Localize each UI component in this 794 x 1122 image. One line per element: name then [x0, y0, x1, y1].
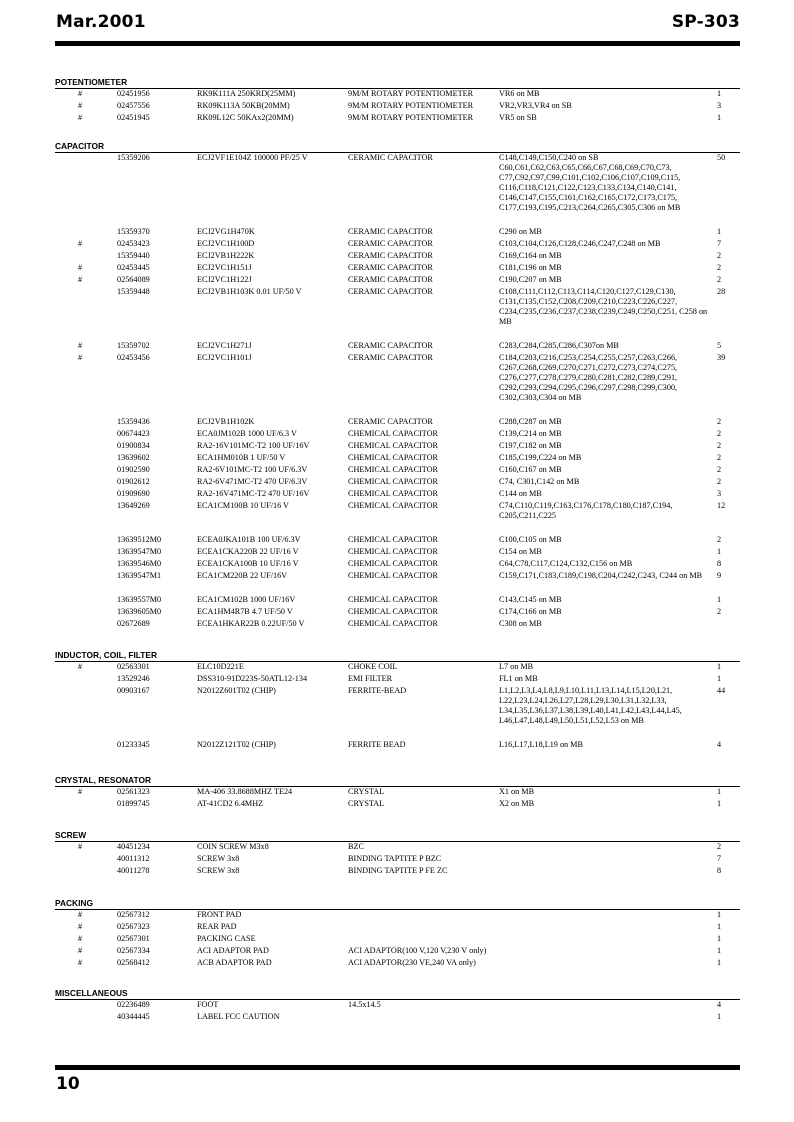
part-row	[55, 501, 740, 535]
part-row	[55, 1012, 740, 1024]
part-description: CERAMIC CAPACITOR	[348, 287, 433, 296]
part-description: CHEMICAL CAPACITOR	[348, 559, 439, 568]
part-row	[55, 740, 740, 752]
part-quantity: 2	[717, 429, 722, 438]
part-quantity: 1	[717, 787, 722, 796]
part-name: ECJ2VC1H100D	[197, 239, 255, 248]
part-location: C74,C110,C119,C163,C176,C178,C180,C187,C194, C205,C211,C225	[499, 501, 673, 520]
part-row	[55, 465, 740, 477]
section-capacitor	[55, 141, 740, 631]
part-location: C181,C196 on MB	[499, 263, 562, 272]
part-name: ECA1HM010B 1 UF/50 V	[197, 453, 286, 462]
part-row	[55, 662, 740, 674]
part-code: 01902612	[117, 477, 150, 486]
part-description: CHEMICAL CAPACITOR	[348, 477, 439, 486]
section-title: POTENTIOMETER	[55, 77, 740, 89]
part-row	[55, 934, 740, 946]
part-row	[55, 89, 740, 101]
part-row	[55, 453, 740, 465]
part-name: ECJ2VB1H103K 0.01 UF/50 V	[197, 287, 302, 296]
part-code: 15359702	[117, 341, 150, 350]
part-row	[55, 559, 740, 571]
part-code: 02453423	[117, 239, 150, 248]
part-location: C290 on MB	[499, 227, 542, 236]
part-name: SCREW 3x8	[197, 854, 240, 863]
part-code: 13639547M1	[117, 571, 162, 580]
part-quantity: 4	[717, 1000, 722, 1009]
part-quantity: 2	[717, 535, 722, 544]
part-location: X1 on MB	[499, 787, 535, 796]
part-location: C148,C149,C150,C240 on SB C60,C61,C62,C63,C65,C66,C67,C68,C69,C70,C73, C77,C92,C97,C99,C101,C102,C106,C107,C109,C115, C116,C118,C121,C122,C123,C133,C134,C140,C141, C146,C147,C155,C161,C162,C165,C172,C173,C175, C177,C193,C195,C213,C264,C265,C305,C306 on MB	[499, 153, 681, 212]
part-code: 13639512M0	[117, 535, 162, 544]
part-name: ECA1CM102B 1000 UF/16V	[197, 595, 296, 604]
part-quantity: 1	[717, 89, 722, 98]
part-quantity: 5	[717, 341, 722, 350]
part-description: BINDING TAPTITE P FE ZC	[348, 866, 448, 875]
part-description: CHOKE COIL	[348, 662, 398, 671]
part-location: VR2,VR3,VR4 on SB	[499, 101, 572, 110]
part-quantity: 4	[717, 740, 722, 749]
part-row	[55, 113, 740, 125]
part-code: 15359440	[117, 251, 150, 260]
part-location: C143,C145 on MB	[499, 595, 562, 604]
part-location: C103,C104,C126,C128,C246,C247,C248 on MB	[499, 239, 661, 248]
part-row	[55, 686, 740, 740]
part-description: CHEMICAL CAPACITOR	[348, 465, 439, 474]
part-description: CHEMICAL CAPACITOR	[348, 441, 439, 450]
part-row	[55, 1000, 740, 1012]
part-name: LABEL FCC CAUTION	[197, 1012, 280, 1021]
part-quantity: 2	[717, 417, 722, 426]
part-code: 02564089	[117, 275, 150, 284]
part-description: CERAMIC CAPACITOR	[348, 263, 433, 272]
part-description: 9M/M ROTARY POTENTIOMETER	[348, 113, 474, 122]
part-location: X2 on MB	[499, 799, 535, 808]
part-name: RA2-16V471MC-T2 470 UF/16V	[197, 489, 310, 498]
part-code: 13639602	[117, 453, 150, 462]
part-quantity: 39	[717, 353, 726, 362]
change-mark: #	[78, 341, 83, 350]
change-mark: #	[78, 842, 83, 851]
part-name: ECJ2VC1H101J	[197, 353, 252, 362]
part-code: 02568412	[117, 958, 150, 967]
part-quantity: 2	[717, 842, 722, 851]
part-name: ELC10D221E	[197, 662, 244, 671]
part-code: 40011312	[117, 854, 150, 863]
part-row	[55, 275, 740, 287]
part-quantity: 1	[717, 1012, 722, 1021]
part-name: ECEA1CKA220B 22 UF/16 V	[197, 547, 299, 556]
change-mark: #	[78, 922, 83, 931]
part-row	[55, 854, 740, 866]
part-row	[55, 547, 740, 559]
part-code: 02561323	[117, 787, 150, 796]
part-description: CERAMIC CAPACITOR	[348, 417, 433, 426]
part-row	[55, 842, 740, 854]
part-row	[55, 866, 740, 878]
part-row	[55, 619, 740, 631]
part-code: 13639605M0	[117, 607, 162, 616]
part-location: C159,C171,C183,C189,C198,C204,C242,C243, C244 on MB	[499, 571, 703, 580]
change-mark: #	[78, 89, 83, 98]
part-code: 01900834	[117, 441, 150, 450]
part-name: N2012Z121T02 (CHIP)	[197, 740, 276, 749]
part-description: 14.5x14.5	[348, 1000, 381, 1009]
part-code: 02567312	[117, 910, 150, 919]
part-name: ECA1HM4R7B 4.7 UF/50 V	[197, 607, 293, 616]
part-code: 13649269	[117, 501, 150, 510]
section-title: MISCELLANEOUS	[55, 988, 740, 1000]
part-quantity: 44	[717, 686, 726, 695]
part-description: CHEMICAL CAPACITOR	[348, 535, 439, 544]
part-code: 01233345	[117, 740, 150, 749]
part-row	[55, 571, 740, 595]
part-code: 40344445	[117, 1012, 150, 1021]
part-location: VR6 on MB	[499, 89, 540, 98]
change-mark: #	[78, 958, 83, 967]
part-location: L7 on MB	[499, 662, 534, 671]
part-description: CERAMIC CAPACITOR	[348, 239, 433, 248]
part-quantity: 2	[717, 477, 722, 486]
section-title: CAPACITOR	[55, 141, 740, 153]
part-code: 02457556	[117, 101, 150, 110]
part-row	[55, 429, 740, 441]
part-name: REAR PAD	[197, 922, 237, 931]
part-row	[55, 227, 740, 239]
part-quantity: 8	[717, 559, 722, 568]
part-code: 15359206	[117, 153, 150, 162]
part-quantity: 2	[717, 251, 722, 260]
part-code: 00903167	[117, 686, 150, 695]
change-mark: #	[78, 101, 83, 110]
part-row	[55, 101, 740, 113]
part-name: ACI ADAPTOR PAD	[197, 946, 269, 955]
part-location: L1,L2,L3,L4,L8,L9,L10,L11,L13,L14,L15,L20,L21, L22,L23,L24,L26,L27,L28,L29,L30,L31,L32,L33, L34,L35,L36,L37,L38,L39,L40,L41,L42,L43,L44,L45, L46,L47,L48,L49,L50,L51,L52,L53 on MB	[499, 686, 682, 725]
change-mark: #	[78, 275, 83, 284]
part-quantity: 7	[717, 239, 722, 248]
header-rule	[55, 41, 740, 46]
part-location: C160,C167 on MB	[499, 465, 562, 474]
part-name: SCREW 3x8	[197, 866, 240, 875]
part-quantity: 3	[717, 489, 722, 498]
part-location: C288,C287 on MB	[499, 417, 562, 426]
part-code: 00674423	[117, 429, 150, 438]
part-location: C154 on MB	[499, 547, 542, 556]
part-description: 9M/M ROTARY POTENTIOMETER	[348, 101, 474, 110]
part-row	[55, 251, 740, 263]
part-name: ECJ2VB1H102K	[197, 417, 255, 426]
part-name: COIN SCREW M3x8	[197, 842, 269, 851]
part-quantity: 2	[717, 465, 722, 474]
part-description: BZC	[348, 842, 364, 851]
part-location: C100,C105 on MB	[499, 535, 562, 544]
part-description: CHEMICAL CAPACITOR	[348, 619, 439, 628]
part-quantity: 1	[717, 674, 722, 683]
part-code: 01909690	[117, 489, 150, 498]
part-description: CHEMICAL CAPACITOR	[348, 595, 439, 604]
part-code: 15359436	[117, 417, 150, 426]
change-mark: #	[78, 113, 83, 122]
change-mark: #	[78, 263, 83, 272]
part-name: N2012Z601T02 (CHIP)	[197, 686, 276, 695]
part-name: ECJ2VC1H122J	[197, 275, 252, 284]
part-location: C185,C199,C224 on MB	[499, 453, 582, 462]
part-quantity: 8	[717, 866, 722, 875]
section-miscellaneous	[55, 988, 740, 1024]
part-quantity: 1	[717, 946, 722, 955]
part-description: FERRITE-BEAD	[348, 686, 407, 695]
page-number: 10	[56, 1074, 80, 1094]
footer-rule	[55, 1065, 740, 1070]
part-location: C308 on MB	[499, 619, 542, 628]
part-code: 02451956	[117, 89, 150, 98]
change-mark: #	[78, 910, 83, 919]
part-row	[55, 341, 740, 353]
part-code: 13529246	[117, 674, 150, 683]
part-location: VR5 on SB	[499, 113, 537, 122]
part-description: CERAMIC CAPACITOR	[348, 353, 433, 362]
part-code: 40451234	[117, 842, 150, 851]
part-description: CERAMIC CAPACITOR	[348, 153, 433, 162]
part-quantity: 3	[717, 101, 722, 110]
part-code: 02453445	[117, 263, 150, 272]
part-description: ACI ADAPTOR(100 V,120 V,230 V only)	[348, 946, 487, 955]
part-name: MA-406 33.8688MHZ TE24	[197, 787, 293, 796]
part-name: FRONT PAD	[197, 910, 242, 919]
part-name: RA2-6V101MC-T2 100 UF/6.3V	[197, 465, 308, 474]
section-potentiometer	[55, 77, 740, 125]
part-location: C190,C207 on MB	[499, 275, 562, 284]
section-screw	[55, 830, 740, 878]
part-name: AT-41CD2 6.4MHZ	[197, 799, 264, 808]
section-title: INDUCTOR, COIL, FILTER	[55, 650, 740, 662]
part-quantity: 1	[717, 910, 722, 919]
part-row	[55, 787, 740, 799]
section-title: SCREW	[55, 830, 740, 842]
part-code: 40011278	[117, 866, 150, 875]
part-code: 15359370	[117, 227, 150, 236]
part-location: FL1 on MB	[499, 674, 538, 683]
part-quantity: 2	[717, 263, 722, 272]
part-description: CRYSTAL	[348, 787, 385, 796]
section-title: CRYSTAL, RESONATOR	[55, 775, 740, 787]
part-quantity: 1	[717, 958, 722, 967]
part-code: 02451945	[117, 113, 150, 122]
part-name: ECA1CM220B 22 UF/16V	[197, 571, 288, 580]
part-name: ECEA1CKA100B 10 UF/16 V	[197, 559, 299, 568]
part-name: ECJ2VC1H151J	[197, 263, 252, 272]
change-mark: #	[78, 662, 83, 671]
part-name: ECJ2VB1H222K	[197, 251, 255, 260]
part-row	[55, 595, 740, 607]
part-description: CERAMIC CAPACITOR	[348, 251, 433, 260]
part-name: ECJ2VC1H271J	[197, 341, 252, 350]
part-name: RK09K113A 50KB(20MM)	[197, 101, 290, 110]
part-location: C283,C284,C285,C286,C307on MB	[499, 341, 619, 350]
part-row	[55, 441, 740, 453]
part-code: 02567323	[117, 922, 150, 931]
header-model: SP-303	[671, 12, 740, 32]
part-description: CHEMICAL CAPACITOR	[348, 571, 439, 580]
header-date: Mar.2001	[56, 12, 146, 32]
part-quantity: 2	[717, 453, 722, 462]
section-packing	[55, 898, 740, 970]
part-name: RA2-6V471MC-T2 470 UF/6.3V	[197, 477, 308, 486]
part-name: RK09L12C 50KAx2(20MM)	[197, 113, 294, 122]
part-description: CHEMICAL CAPACITOR	[348, 429, 439, 438]
part-name: ECJ2VF1E104Z 100000 PF/25 V	[197, 153, 308, 162]
part-code: 13639557M0	[117, 595, 162, 604]
part-location: C108,C111,C112,C113,C114,C120,C127,C129,C130, C131,C135,C152,C208,C209,C210,C223,C226,C227, C234,C235,C236,C237,C238,C239,C249,C250,C251, C258 on MB	[499, 287, 708, 326]
part-quantity: 9	[717, 571, 722, 580]
part-code: 13639547M0	[117, 547, 162, 556]
part-name: RK9K111A 250KRD(25MM)	[197, 89, 296, 98]
part-row	[55, 153, 740, 227]
part-quantity: 28	[717, 287, 726, 296]
part-location: C139,C214 on MB	[499, 429, 562, 438]
part-code: 02672689	[117, 619, 150, 628]
part-description: CERAMIC CAPACITOR	[348, 341, 433, 350]
part-code: 02567301	[117, 934, 150, 943]
change-mark: #	[78, 946, 83, 955]
part-quantity: 2	[717, 607, 722, 616]
parts-list	[55, 77, 740, 1024]
part-code: 02236489	[117, 1000, 150, 1009]
part-name: ECJ2VG1H470K	[197, 227, 255, 236]
part-row	[55, 353, 740, 417]
part-quantity: 7	[717, 854, 722, 863]
part-quantity: 1	[717, 799, 722, 808]
part-row	[55, 607, 740, 619]
part-quantity: 1	[717, 922, 722, 931]
part-quantity: 1	[717, 934, 722, 943]
part-description: FERRITE BEAD	[348, 740, 406, 749]
change-mark: #	[78, 353, 83, 362]
part-quantity: 1	[717, 547, 722, 556]
part-row	[55, 535, 740, 547]
part-quantity: 2	[717, 441, 722, 450]
part-quantity: 50	[717, 153, 726, 162]
part-name: ECEA1HKAR22B 0.22UF/50 V	[197, 619, 305, 628]
part-row	[55, 674, 740, 686]
section-crystal-resonator	[55, 775, 740, 811]
part-code: 02567334	[117, 946, 150, 955]
part-location: C64,C78,C117,C124,C132,C156 on MB	[499, 559, 633, 568]
part-code: 01899745	[117, 799, 150, 808]
part-location: C197,C182 on MB	[499, 441, 562, 450]
part-row	[55, 799, 740, 811]
part-description: CHEMICAL CAPACITOR	[348, 489, 439, 498]
part-name: ACB ADAPTOR PAD	[197, 958, 272, 967]
part-quantity: 12	[717, 501, 726, 510]
part-location: C174,C166 on MB	[499, 607, 562, 616]
part-name: ECA0JM102B 1000 UF/6.3 V	[197, 429, 297, 438]
part-quantity: 1	[717, 662, 722, 671]
part-description: CRYSTAL	[348, 799, 385, 808]
part-description: ACI ADAPTOR(230 VE,240 VA only)	[348, 958, 476, 967]
part-code: 01902590	[117, 465, 150, 474]
part-description: CHEMICAL CAPACITOR	[348, 501, 439, 510]
part-name: FOOT	[197, 1000, 219, 1009]
part-name: RA2-16V101MC-T2 100 UF/16V	[197, 441, 310, 450]
part-description: CHEMICAL CAPACITOR	[348, 453, 439, 462]
part-quantity: 1	[717, 595, 722, 604]
part-description: BINDING TAPTITE P BZC	[348, 854, 442, 863]
part-row	[55, 287, 740, 341]
part-quantity: 1	[717, 113, 722, 122]
part-description: 9M/M ROTARY POTENTIOMETER	[348, 89, 474, 98]
part-name: ECA1CM100B 10 UF/16 V	[197, 501, 289, 510]
part-name: DSS310-91D223S-50ATL12-134	[197, 674, 308, 683]
part-description: CHEMICAL CAPACITOR	[348, 547, 439, 556]
section-title: PACKING	[55, 898, 740, 910]
part-row	[55, 477, 740, 489]
part-quantity: 1	[717, 227, 722, 236]
part-location: C184,C203,C216,C253,C254,C255,C257,C263,C266, C267,C268,C269,C270,C271,C272,C273,C274,C275, C276,C277,C278,C279,C280,C281,C282,C289,C291, C292,C293,C294,C295,C296,C297,C298,C299,C300, C302,C303,C304 on MB	[499, 353, 678, 402]
change-mark: #	[78, 934, 83, 943]
part-location: C169,C164 on MB	[499, 251, 562, 260]
part-location: C144 on MB	[499, 489, 542, 498]
part-code: 13639546M0	[117, 559, 162, 568]
part-code: 15359448	[117, 287, 150, 296]
part-row	[55, 489, 740, 501]
part-location: C74, C301,C142 on MB	[499, 477, 580, 486]
part-quantity: 2	[717, 275, 722, 284]
part-location: L16,L17,L18,L19 on MB	[499, 740, 583, 749]
part-row	[55, 263, 740, 275]
part-row	[55, 417, 740, 429]
part-row	[55, 946, 740, 958]
part-description: EMI FILTER	[348, 674, 393, 683]
change-mark: #	[78, 787, 83, 796]
part-code: 02563301	[117, 662, 150, 671]
part-name: ECEA0JKA101B 100 UF/6.3V	[197, 535, 301, 544]
section-inductor-coil-filter	[55, 650, 740, 752]
part-description: CERAMIC CAPACITOR	[348, 227, 433, 236]
part-row	[55, 922, 740, 934]
part-row	[55, 958, 740, 970]
change-mark: #	[78, 239, 83, 248]
part-description: CERAMIC CAPACITOR	[348, 275, 433, 284]
part-description: CHEMICAL CAPACITOR	[348, 607, 439, 616]
part-code: 02453456	[117, 353, 150, 362]
part-row	[55, 239, 740, 251]
part-name: PACKING CASE	[197, 934, 256, 943]
part-row	[55, 910, 740, 922]
